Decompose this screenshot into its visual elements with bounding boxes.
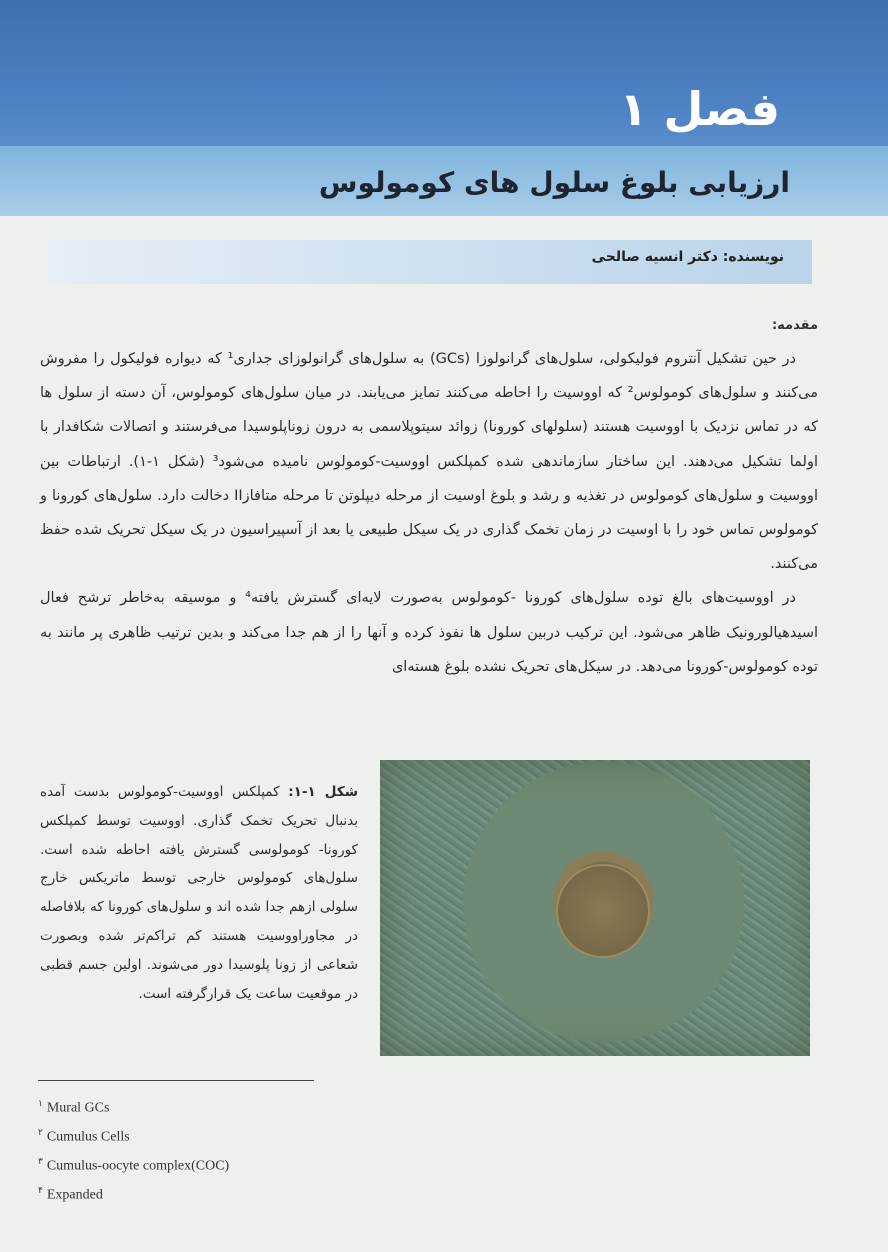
footnote-item (38, 1127, 438, 1156)
figure-caption-label: شکل ۱-۱: (288, 784, 358, 800)
figure-caption-text: کمپلکس اووسیت-کومولوس بدست آمده بدنبال تحریک تخمک گذاری. اووسیت توسط کمپلکس کورونا- کومولوسی گسترش یافته احاطه شده است. سلول‌های کومولوس خارجی توسط ماتریکس خارج سلولی ازهم جدا شده اند و سلول‌های کورونا که بلافاصله در مجاوراووسیت هستند کم تراکم‌تر شده وبصورت شعاعی از زونا پلوسیدا دور می‌شوند. اولین جسم قطبی در موقعیت ساعت یک قرارگرفته است. (40, 784, 358, 1002)
footnote-text: Cumulus-oocyte complex(COC) (46, 1158, 230, 1174)
footnote-mark: ۴ (38, 1185, 43, 1195)
footnote-text: Mural GCs (46, 1100, 110, 1116)
footnote-text: Cumulus Cells (46, 1129, 130, 1145)
footnote-divider (38, 1080, 314, 1081)
oocyte-shape (556, 864, 650, 958)
body-text (40, 342, 818, 684)
footnote-item (38, 1185, 438, 1214)
footnote-item (38, 1156, 438, 1185)
figure-1-1-micrograph (380, 760, 810, 1056)
footnote-mark: ۲ (38, 1127, 43, 1137)
figure-caption (40, 778, 358, 1008)
footnote-text: Expanded (46, 1187, 103, 1203)
chapter-title: ارزیابی بلوغ سلول های کومولوس (318, 166, 790, 199)
footnote-item (38, 1098, 438, 1127)
chapter-label: فصل ۱ (619, 82, 780, 136)
footnotes (38, 1098, 438, 1214)
paragraph-2: در اووسیت‌های بالغ توده سلول‌های کورونا -کومولوس به‌صورت لایه‌ای گسترش یافته⁴ و موسیقه به‌خاطر ترشح فعال اسیدهیالورونیک ظاهر می‌شود. این ترکیب دربین سلول ها نفوذ کرده و آنها را از هم جدا می‌کند و بدین ترتیب ظاهری پر مانند به توده کومولوس-کورونا می‌دهد. در سیکل‌های تحریک نشده بلوغ هسته‌ای (40, 590, 818, 675)
footnote-mark: ۳ (38, 1156, 43, 1166)
author-line: نویسنده: دکتر انسیه صالحی (591, 249, 784, 265)
paragraph-1: در حین تشکیل آنتروم فولیکولی، سلول‌های گرانولوزا (GCs) به سلول‌های گرانولوزای جداری¹ که دیواره فولیکول را مفروش می‌کنند و سلول‌های کومولوس² که اووسیت را احاطه می‌کنند تمایز می‌یابند. در میان سلول‌های کومولوس، آن دسته از سلول ها که در تماس نزدیک با اووسیت هستند (سلولهای کورونا) زوائد سیتوپلاسمی به درون زوناپلوسیدا می‌فرستند و اتصالات شکافدار با اولما تشکیل می‌دهند. این ساختار سازماندهی شده کمپلکس اووسیت-کومولوس نامیده می‌شود³ (شکل ۱-۱). ارتباطات بین اووسیت و سلول‌های کومولوس در تغذیه و رشد و بلوغ اوسیت از مرحله دیپلوتن تا مرحله متافازII دخالت دارد. سلول‌های کورونا و کومولوس تماس خود را با اوسیت در زمان تخمک گذاری در یک سیکل طبیعی یا بعد از آسپیراسیون در یک سیکل تحریک شده حفظ می‌کنند. (40, 351, 819, 573)
footnote-mark: ۱ (38, 1098, 43, 1108)
intro-heading: مقدمه: (771, 318, 818, 333)
